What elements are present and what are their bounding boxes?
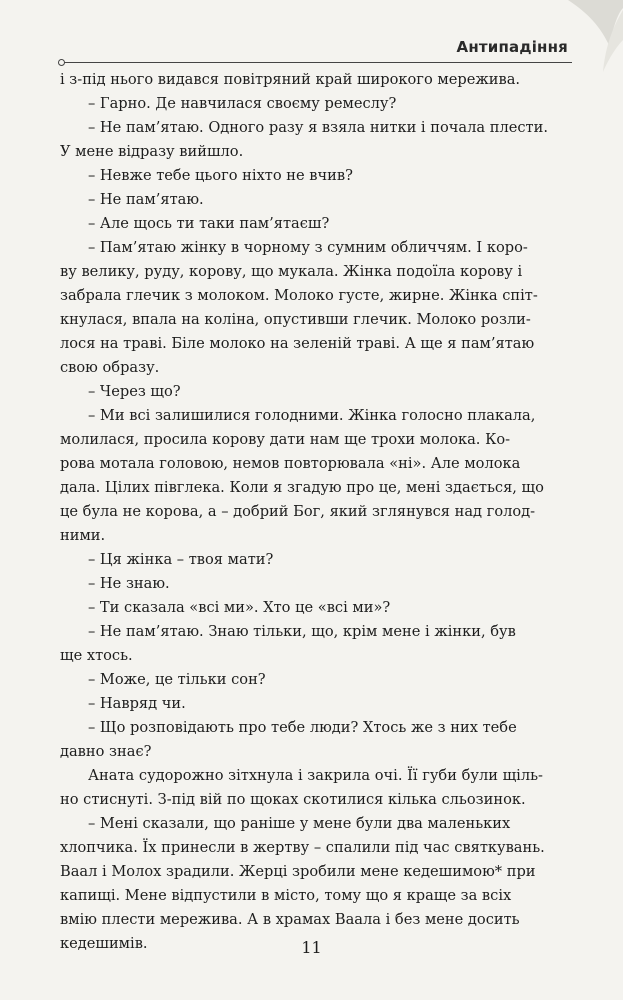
paragraph: – Пам’ятаю жінку в чорному з сумним обличчям. І коро- ву велику, руду, корову, що мукала. Жінка подоїла корову і забрала глечик з молоком. Молоко густе, жирне. Жінка спіт- кнулася, впала на коліна, опустивши глечик. Молоко розли- лося на траві. Біле молоко на зеленій траві. А ще я пам’ятаю свою образу. [60, 239, 538, 376]
paragraph: – Мені сказали, що раніше у мене були два маленьких хлопчика. Їх принесли в жертву – спалили під час святкувань. Ваал і Молох зрадили. Жерці зробили мене кедешимою* при капищі. Мене відпустили в місто, тому що я краще за всіх вмію плести мережива. А в храмах Ваала і без мене досить кедешимів. [60, 815, 545, 952]
paragraph: Аната судорожно зітхнула і закрила очі. Її губи були щіль- но стиснуті. З-під вій по щоках скотилися кілька сльозинок. [60, 767, 543, 808]
paragraph: – Не пам’ятаю. Одного разу я взяла нитки і почала плести. У мене відразу вийшло. [60, 119, 548, 160]
paragraph: – Не пам’ятаю. Знаю тільки, що, крім мене і жінки, був ще хтось. [60, 623, 516, 664]
paragraph: – Навряд чи. [88, 695, 186, 712]
body-text [60, 68, 570, 956]
paragraph: і з-під нього видався повітряний край широкого мережива. [60, 71, 521, 88]
running-title: Антипадіння [456, 38, 568, 56]
paragraph: – Гарно. Де навчилася своєму ремеслу? [88, 95, 397, 112]
paragraph: – Ти сказала «всі ми». Хто це «всі ми»? [88, 599, 391, 616]
paragraph: – Невже тебе цього ніхто не вчив? [88, 167, 353, 184]
paragraph: – Не знаю. [88, 575, 170, 592]
paragraph: – Через що? [88, 383, 181, 400]
paragraph: – Ця жінка – твоя мати? [88, 551, 274, 568]
paragraph: – Що розповідають про тебе люди? Хтось же з них тебе давно знає? [60, 719, 517, 760]
header-rule-dot [58, 59, 65, 66]
header-rule [60, 62, 572, 63]
page-number: 11 [301, 938, 322, 957]
running-header [60, 38, 572, 62]
paragraph: – Не пам’ятаю. [88, 191, 204, 208]
paragraph: – Але щось ти таки пам’ятаєш? [88, 215, 330, 232]
paragraph: – Ми всі залишилися голодними. Жінка голосно плакала, молилася, просила корову дати нам ще трохи молока. Ко- рова мотала головою, немов повторювала «ні». Але молока дала. Цілих півглека. Коли я згадую про це, мені здається, що це була не корова, а – добрий Бог, який зглянувся над голод- ними. [60, 407, 544, 544]
paragraph: – Може, це тільки сон? [88, 671, 266, 688]
